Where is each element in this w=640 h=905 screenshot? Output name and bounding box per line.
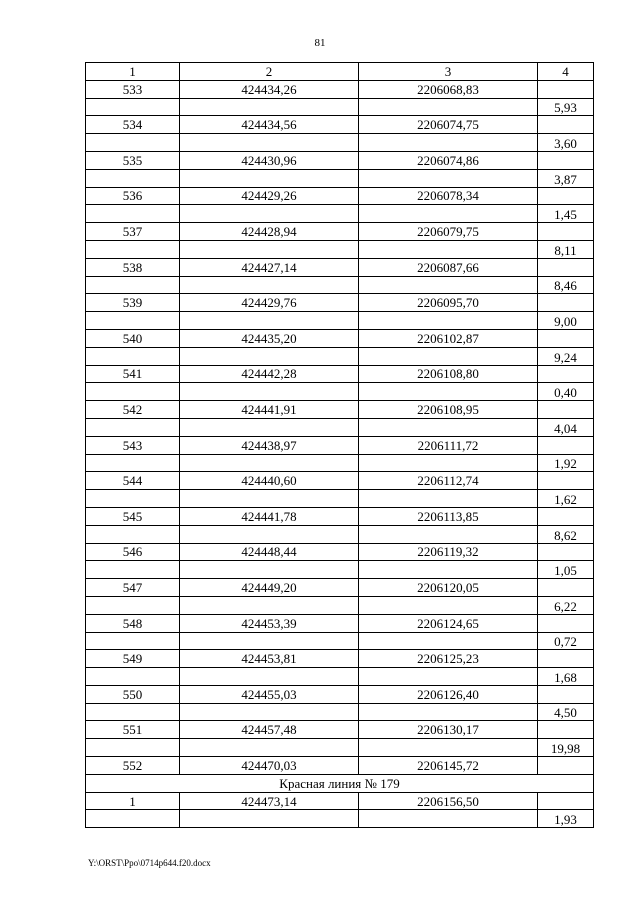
y-coordinate: 2206095,70: [359, 294, 538, 312]
distance-value: 4,50: [538, 703, 594, 721]
empty-cell: [538, 757, 594, 775]
empty-cell: [86, 98, 180, 116]
empty-cell: [180, 632, 359, 650]
point-number: 547: [86, 579, 180, 597]
x-coordinate: 424470,03: [180, 757, 359, 775]
point-number: 548: [86, 614, 180, 632]
table-row: [86, 401, 594, 419]
y-coordinate: 2206111,72: [359, 436, 538, 454]
distance-value: 3,60: [538, 134, 594, 152]
table-row: [86, 579, 594, 597]
distance-row: [86, 205, 594, 223]
empty-cell: [359, 347, 538, 365]
table-row: [86, 472, 594, 490]
column-header: 4: [538, 63, 594, 81]
empty-cell: [86, 632, 180, 650]
distance-value: 0,72: [538, 632, 594, 650]
empty-cell: [538, 223, 594, 241]
distance-row: [86, 418, 594, 436]
distance-row: [86, 312, 594, 330]
empty-cell: [538, 792, 594, 810]
point-number: 537: [86, 223, 180, 241]
distance-value: 8,62: [538, 525, 594, 543]
empty-cell: [359, 490, 538, 508]
empty-cell: [180, 169, 359, 187]
y-coordinate: 2206108,95: [359, 401, 538, 419]
empty-cell: [359, 169, 538, 187]
distance-value: 1,05: [538, 561, 594, 579]
empty-cell: [86, 418, 180, 436]
column-header: 2: [180, 63, 359, 81]
table-row: [86, 329, 594, 347]
table-row: [86, 116, 594, 134]
empty-cell: [86, 596, 180, 614]
file-path-footer: Y:\ORST\Ppo\0714p644.f20.docx: [88, 858, 211, 868]
distance-row: [86, 276, 594, 294]
y-coordinate: 2206102,87: [359, 329, 538, 347]
x-coordinate: 424429,26: [180, 187, 359, 205]
distance-row: [86, 169, 594, 187]
empty-cell: [86, 739, 180, 757]
empty-cell: [86, 525, 180, 543]
table-row: [86, 187, 594, 205]
y-coordinate: 2206108,80: [359, 365, 538, 383]
point-number: 545: [86, 507, 180, 525]
table-row: [86, 614, 594, 632]
empty-cell: [538, 436, 594, 454]
distance-value: 1,68: [538, 668, 594, 686]
table-row: [86, 650, 594, 668]
distance-row: [86, 347, 594, 365]
distance-value: 5,93: [538, 98, 594, 116]
empty-cell: [359, 525, 538, 543]
x-coordinate: 424427,14: [180, 258, 359, 276]
empty-cell: [359, 276, 538, 294]
distance-row: [86, 739, 594, 757]
point-number: 542: [86, 401, 180, 419]
empty-cell: [180, 454, 359, 472]
x-coordinate: 424457,48: [180, 721, 359, 739]
table-row: [86, 507, 594, 525]
distance-row: [86, 561, 594, 579]
x-coordinate: 424428,94: [180, 223, 359, 241]
distance-value: 8,46: [538, 276, 594, 294]
empty-cell: [180, 276, 359, 294]
point-number: 538: [86, 258, 180, 276]
table-row: [86, 365, 594, 383]
point-number: 541: [86, 365, 180, 383]
point-number: 543: [86, 436, 180, 454]
empty-cell: [180, 383, 359, 401]
table-row: [86, 151, 594, 169]
distance-row: [86, 454, 594, 472]
table-row: [86, 792, 594, 810]
empty-cell: [359, 668, 538, 686]
table-header-row: [86, 63, 594, 81]
empty-cell: [86, 276, 180, 294]
empty-cell: [538, 258, 594, 276]
empty-cell: [538, 472, 594, 490]
x-coordinate: 424434,56: [180, 116, 359, 134]
x-coordinate: 424440,60: [180, 472, 359, 490]
distance-value: 9,24: [538, 347, 594, 365]
empty-cell: [86, 703, 180, 721]
empty-cell: [180, 525, 359, 543]
section-title: Красная линия № 179: [86, 774, 594, 792]
y-coordinate: 2206078,34: [359, 187, 538, 205]
x-coordinate: 424453,81: [180, 650, 359, 668]
empty-cell: [538, 365, 594, 383]
distance-value: 9,00: [538, 312, 594, 330]
empty-cell: [180, 703, 359, 721]
empty-cell: [538, 116, 594, 134]
y-coordinate: 2206120,05: [359, 579, 538, 597]
y-coordinate: 2206112,74: [359, 472, 538, 490]
y-coordinate: 2206087,66: [359, 258, 538, 276]
empty-cell: [86, 205, 180, 223]
y-coordinate: 2206156,50: [359, 792, 538, 810]
point-number: 551: [86, 721, 180, 739]
empty-cell: [86, 169, 180, 187]
empty-cell: [538, 721, 594, 739]
table-row: [86, 436, 594, 454]
empty-cell: [359, 596, 538, 614]
empty-cell: [86, 490, 180, 508]
point-number: 535: [86, 151, 180, 169]
empty-cell: [359, 418, 538, 436]
distance-value: 1,92: [538, 454, 594, 472]
empty-cell: [86, 347, 180, 365]
point-number: 552: [86, 757, 180, 775]
y-coordinate: 2206124,65: [359, 614, 538, 632]
empty-cell: [359, 240, 538, 258]
distance-value: 0,40: [538, 383, 594, 401]
empty-cell: [180, 205, 359, 223]
empty-cell: [180, 418, 359, 436]
x-coordinate: 424429,76: [180, 294, 359, 312]
empty-cell: [359, 98, 538, 116]
table-row: [86, 685, 594, 703]
empty-cell: [180, 312, 359, 330]
point-number: 536: [86, 187, 180, 205]
empty-cell: [180, 739, 359, 757]
x-coordinate: 424438,97: [180, 436, 359, 454]
y-coordinate: 2206125,23: [359, 650, 538, 668]
column-header: 3: [359, 63, 538, 81]
empty-cell: [359, 703, 538, 721]
distance-row: [86, 668, 594, 686]
empty-cell: [86, 668, 180, 686]
table-row: [86, 258, 594, 276]
point-number: 534: [86, 116, 180, 134]
y-coordinate: 2206074,86: [359, 151, 538, 169]
table-row: [86, 757, 594, 775]
empty-cell: [538, 294, 594, 312]
empty-cell: [359, 810, 538, 828]
table-row: [86, 543, 594, 561]
distance-row: [86, 596, 594, 614]
y-coordinate: 2206068,83: [359, 80, 538, 98]
empty-cell: [538, 507, 594, 525]
empty-cell: [180, 98, 359, 116]
empty-cell: [538, 614, 594, 632]
empty-cell: [86, 134, 180, 152]
empty-cell: [538, 650, 594, 668]
x-coordinate: 424441,78: [180, 507, 359, 525]
x-coordinate: 424441,91: [180, 401, 359, 419]
empty-cell: [359, 134, 538, 152]
empty-cell: [359, 383, 538, 401]
table-row: [86, 294, 594, 312]
distance-row: [86, 383, 594, 401]
distance-row: [86, 810, 594, 828]
distance-row: [86, 240, 594, 258]
empty-cell: [538, 151, 594, 169]
distance-row: [86, 525, 594, 543]
empty-cell: [86, 312, 180, 330]
empty-cell: [86, 561, 180, 579]
distance-value: 3,87: [538, 169, 594, 187]
x-coordinate: 424453,39: [180, 614, 359, 632]
distance-row: [86, 490, 594, 508]
empty-cell: [359, 561, 538, 579]
point-number: 549: [86, 650, 180, 668]
table-body: [86, 80, 594, 827]
empty-cell: [538, 80, 594, 98]
empty-cell: [180, 240, 359, 258]
column-header: 1: [86, 63, 180, 81]
empty-cell: [538, 329, 594, 347]
empty-cell: [180, 810, 359, 828]
table-row: [86, 80, 594, 98]
empty-cell: [359, 454, 538, 472]
empty-cell: [86, 810, 180, 828]
empty-cell: [538, 187, 594, 205]
y-coordinate: 2206119,32: [359, 543, 538, 561]
distance-value: 4,04: [538, 418, 594, 436]
empty-cell: [86, 240, 180, 258]
y-coordinate: 2206130,17: [359, 721, 538, 739]
x-coordinate: 424435,20: [180, 329, 359, 347]
empty-cell: [180, 561, 359, 579]
empty-cell: [538, 543, 594, 561]
empty-cell: [538, 401, 594, 419]
page-number: 81: [314, 37, 326, 49]
x-coordinate: 424442,28: [180, 365, 359, 383]
empty-cell: [359, 632, 538, 650]
y-coordinate: 2206145,72: [359, 757, 538, 775]
distance-value: 1,45: [538, 205, 594, 223]
point-number: 533: [86, 80, 180, 98]
empty-cell: [86, 383, 180, 401]
x-coordinate: 424430,96: [180, 151, 359, 169]
distance-value: 1,93: [538, 810, 594, 828]
section-row: [86, 774, 594, 792]
coordinates-table: [85, 62, 594, 828]
empty-cell: [359, 205, 538, 223]
empty-cell: [180, 596, 359, 614]
empty-cell: [359, 312, 538, 330]
distance-row: [86, 134, 594, 152]
x-coordinate: 424455,03: [180, 685, 359, 703]
x-coordinate: 424434,26: [180, 80, 359, 98]
empty-cell: [359, 739, 538, 757]
empty-cell: [538, 685, 594, 703]
y-coordinate: 2206079,75: [359, 223, 538, 241]
distance-row: [86, 703, 594, 721]
empty-cell: [538, 579, 594, 597]
point-number: 539: [86, 294, 180, 312]
distance-row: [86, 98, 594, 116]
empty-cell: [86, 454, 180, 472]
empty-cell: [180, 668, 359, 686]
empty-cell: [180, 347, 359, 365]
distance-value: 6,22: [538, 596, 594, 614]
table-row: [86, 721, 594, 739]
y-coordinate: 2206126,40: [359, 685, 538, 703]
table-row: [86, 223, 594, 241]
x-coordinate: 424449,20: [180, 579, 359, 597]
distance-value: 8,11: [538, 240, 594, 258]
x-coordinate: 424473,14: [180, 792, 359, 810]
point-number: 550: [86, 685, 180, 703]
distance-row: [86, 632, 594, 650]
empty-cell: [180, 134, 359, 152]
point-number: 1: [86, 792, 180, 810]
point-number: 546: [86, 543, 180, 561]
y-coordinate: 2206074,75: [359, 116, 538, 134]
empty-cell: [180, 490, 359, 508]
distance-value: 1,62: [538, 490, 594, 508]
distance-value: 19,98: [538, 739, 594, 757]
x-coordinate: 424448,44: [180, 543, 359, 561]
point-number: 544: [86, 472, 180, 490]
y-coordinate: 2206113,85: [359, 507, 538, 525]
point-number: 540: [86, 329, 180, 347]
